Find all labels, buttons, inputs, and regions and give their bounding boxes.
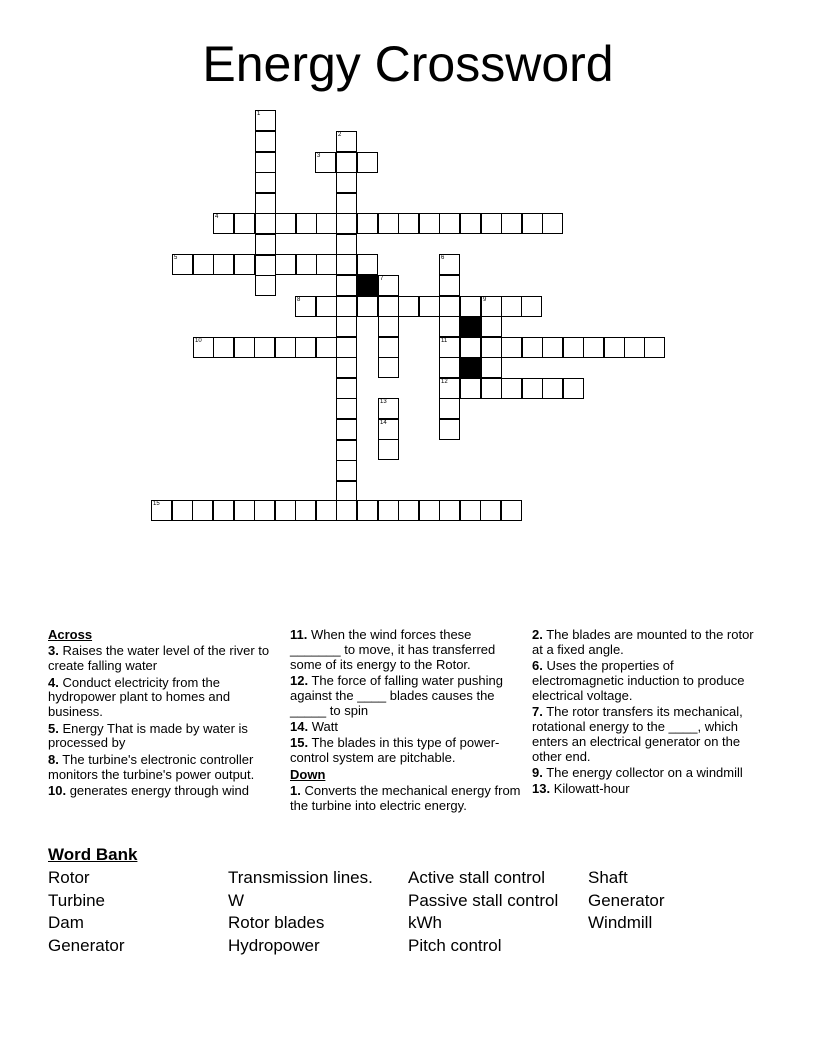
word-bank-word: Turbine xyxy=(48,890,106,910)
grid-cell[interactable] xyxy=(255,255,276,276)
grid-cell[interactable] xyxy=(398,500,419,521)
grid-cell[interactable] xyxy=(460,378,481,399)
grid-cell[interactable] xyxy=(439,337,460,358)
word-bank-word: Hydropower xyxy=(228,935,320,955)
grid-cell[interactable] xyxy=(336,357,357,378)
grid-cell[interactable] xyxy=(255,193,276,214)
grid-cell[interactable] xyxy=(398,296,419,317)
grid-cell[interactable] xyxy=(460,296,481,317)
grid-cell[interactable] xyxy=(213,337,234,358)
grid-cell[interactable] xyxy=(213,213,234,234)
grid-cell[interactable] xyxy=(213,254,234,275)
grid-cell[interactable] xyxy=(357,296,378,317)
grid-cell[interactable] xyxy=(336,275,357,296)
grid-cell[interactable] xyxy=(336,460,357,481)
clue-number: 1 xyxy=(257,111,261,117)
grid-cell[interactable] xyxy=(521,296,542,317)
clue-column-1 xyxy=(48,628,274,800)
grid-cell[interactable] xyxy=(480,500,501,521)
grid-cell[interactable] xyxy=(644,337,665,358)
grid-cell[interactable] xyxy=(357,213,378,234)
grid-cell[interactable] xyxy=(336,152,357,173)
word-bank-column-4 xyxy=(588,867,665,935)
clue-down-7: 7. The rotor transfers its mechanical, rotational energy to the ____, which enters an electrical generator on the other end. xyxy=(532,704,743,764)
clue-down-9: 9. The energy collector on a windmill xyxy=(532,764,743,780)
grid-cell[interactable] xyxy=(316,500,337,521)
grid-cell[interactable] xyxy=(255,110,276,131)
grid-cell[interactable] xyxy=(336,254,357,275)
grid-cell[interactable] xyxy=(460,213,481,234)
word-bank-column-1 xyxy=(48,867,125,957)
grid-cell[interactable] xyxy=(481,357,502,378)
clue-across-8: 8. The turbine's electronic controller monitors the turbine's power output. xyxy=(48,751,255,782)
grid-cell[interactable] xyxy=(336,131,357,152)
clue-down-1: 1. Converts the mechanical energy from the turbine into electric energy. xyxy=(290,782,521,813)
grid-cell[interactable] xyxy=(296,254,317,275)
grid-cell[interactable] xyxy=(378,439,399,460)
word-bank-word: Rotor blades xyxy=(228,913,325,933)
grid-cell[interactable] xyxy=(542,213,563,234)
clue-across-12: 12. The force of falling water pushing against the ____ blades causes the _____ to spin xyxy=(290,672,503,718)
grid-cell[interactable] xyxy=(296,213,317,234)
grid-cell[interactable] xyxy=(419,296,440,317)
grid-cell[interactable] xyxy=(501,378,522,399)
grid-cell[interactable] xyxy=(604,337,625,358)
grid-cell[interactable] xyxy=(295,500,316,521)
grid-cell[interactable] xyxy=(295,337,316,358)
word-bank-word: W xyxy=(228,890,245,910)
grid-cell[interactable] xyxy=(193,254,214,275)
grid-cell[interactable] xyxy=(336,481,357,502)
grid-cell[interactable] xyxy=(481,337,502,358)
clue-across-3: 3. Raises the water level of the river to create falling water xyxy=(48,643,270,674)
grid-cell[interactable] xyxy=(172,254,193,275)
grid-cell[interactable] xyxy=(439,316,460,337)
clue-down-6: 6. Uses the properties of electromagnetic induction to produce electrical voltage. xyxy=(532,658,745,703)
clue-across-14: 14. Watt xyxy=(290,718,338,734)
grid-cell[interactable] xyxy=(481,316,502,337)
grid-cell[interactable] xyxy=(255,172,276,193)
grid-cell[interactable] xyxy=(624,337,645,358)
grid-cell[interactable] xyxy=(419,213,440,234)
word-bank-word: Shaft xyxy=(588,868,628,887)
word-bank-word: Pitch control xyxy=(408,935,502,955)
clue-column-3 xyxy=(532,628,768,799)
grid-cell[interactable] xyxy=(357,500,378,521)
grid-cell[interactable] xyxy=(336,440,357,461)
grid-cell[interactable] xyxy=(583,337,604,358)
word-bank-column-3 xyxy=(408,867,558,957)
grid-cell[interactable] xyxy=(336,213,357,234)
grid-cell[interactable] xyxy=(336,398,357,419)
black-square xyxy=(357,275,378,296)
grid-cell[interactable] xyxy=(357,152,378,173)
clue-number: 11 xyxy=(441,338,448,344)
grid-cell[interactable] xyxy=(254,500,275,521)
grid-cell[interactable] xyxy=(255,152,276,173)
grid-cell[interactable] xyxy=(336,172,357,193)
clue-number: 15 xyxy=(153,501,160,507)
grid-cell[interactable] xyxy=(439,296,460,317)
grid-cell[interactable] xyxy=(172,500,193,521)
grid-cell[interactable] xyxy=(439,398,460,419)
word-bank-column-2 xyxy=(228,867,373,957)
word-bank-word: Active stall control xyxy=(408,868,545,887)
grid-cell[interactable] xyxy=(439,275,460,296)
grid-cell[interactable] xyxy=(501,296,522,317)
grid-cell[interactable] xyxy=(336,337,357,358)
grid-cell[interactable] xyxy=(336,193,357,214)
grid-cell[interactable] xyxy=(439,254,460,275)
grid-cell[interactable] xyxy=(501,337,522,358)
grid-cell[interactable] xyxy=(254,337,275,358)
grid-cell[interactable] xyxy=(439,419,460,440)
word-bank-word: Rotor xyxy=(48,868,90,887)
grid-cell[interactable] xyxy=(336,316,357,337)
grid-cell[interactable] xyxy=(439,357,460,378)
clue-number: 2 xyxy=(338,132,342,138)
clue-across-15: 15. The blades in this type of power-control system are pitchable. xyxy=(290,735,500,766)
grid-cell[interactable] xyxy=(316,337,337,358)
grid-cell[interactable] xyxy=(378,296,399,317)
black-square xyxy=(460,316,481,337)
grid-cell[interactable] xyxy=(315,152,336,173)
clue-across-10: 10. generates energy through wind xyxy=(48,782,249,798)
grid-cell[interactable] xyxy=(255,131,276,152)
grid-cell[interactable] xyxy=(255,275,276,296)
grid-cell[interactable] xyxy=(439,213,460,234)
clue-down-2: 2. The blades are mounted to the rotor at a fixed angle. xyxy=(532,627,754,657)
grid-cell[interactable] xyxy=(151,500,172,521)
grid-cell[interactable] xyxy=(378,357,399,378)
grid-cell[interactable] xyxy=(234,500,255,521)
clue-down-13: 13. Kilowatt-hour xyxy=(532,781,630,797)
grid-cell[interactable] xyxy=(522,213,543,234)
down-heading: Down xyxy=(290,766,326,782)
word-bank-word: kWh xyxy=(408,913,442,933)
grid-cell[interactable] xyxy=(481,296,502,317)
grid-cell[interactable] xyxy=(275,254,296,275)
grid-cell[interactable] xyxy=(234,337,255,358)
grid-cell[interactable] xyxy=(378,275,399,296)
grid-cell[interactable] xyxy=(295,296,316,317)
clue-number: 10 xyxy=(195,338,202,344)
clue-number: 5 xyxy=(174,255,178,261)
grid-cell[interactable] xyxy=(419,500,440,521)
page-title: Energy Crossword xyxy=(202,36,614,92)
clue-number: 7 xyxy=(380,276,384,282)
grid-cell[interactable] xyxy=(336,296,357,317)
grid-cell[interactable] xyxy=(378,213,399,234)
word-bank-title: Word Bank xyxy=(48,845,138,864)
grid-cell[interactable] xyxy=(234,213,255,234)
word-bank-word: Dam xyxy=(48,913,84,933)
grid-cell[interactable] xyxy=(439,500,460,521)
clue-number: 8 xyxy=(297,297,301,303)
grid-cell[interactable] xyxy=(563,337,584,358)
clue-number: 4 xyxy=(215,214,219,220)
clue-number: 3 xyxy=(317,153,321,159)
grid-cell[interactable] xyxy=(275,500,296,521)
clue-column-2 xyxy=(290,628,523,815)
grid-cell[interactable] xyxy=(460,337,481,358)
word-bank-word: Transmission lines. xyxy=(228,868,373,887)
across-heading: Across xyxy=(48,627,93,642)
grid-cell[interactable] xyxy=(193,337,214,358)
grid-cell[interactable] xyxy=(255,234,276,255)
grid-cell[interactable] xyxy=(336,500,357,521)
grid-cell[interactable] xyxy=(563,378,584,399)
grid-cell[interactable] xyxy=(316,213,337,234)
grid-cell[interactable] xyxy=(316,254,337,275)
clue-number: 6 xyxy=(441,255,445,261)
clues-section xyxy=(0,628,816,838)
grid-cell[interactable] xyxy=(522,337,543,358)
grid-cell[interactable] xyxy=(501,500,522,521)
grid-cell[interactable] xyxy=(316,296,337,317)
grid-cell[interactable] xyxy=(234,254,255,275)
grid-cell[interactable] xyxy=(542,337,563,358)
grid-cell[interactable] xyxy=(336,378,357,399)
grid-cell[interactable] xyxy=(336,419,357,440)
grid-cell[interactable] xyxy=(542,378,563,399)
grid-cell[interactable] xyxy=(255,213,276,234)
grid-cell[interactable] xyxy=(378,398,399,419)
grid-cell[interactable] xyxy=(378,316,399,337)
word-bank-word: Passive stall control xyxy=(408,890,559,910)
grid-cell[interactable] xyxy=(481,378,502,399)
grid-cell[interactable] xyxy=(378,337,399,358)
grid-cell[interactable] xyxy=(378,419,399,440)
grid-cell[interactable] xyxy=(336,234,357,255)
grid-cell[interactable] xyxy=(398,213,419,234)
grid-cell[interactable] xyxy=(522,378,543,399)
clue-across-5: 5. Energy That is made by water is processed by xyxy=(48,720,248,751)
grid-cell[interactable] xyxy=(439,378,460,399)
clue-across-4: 4. Conduct electricity from the hydropower plant to homes and business. xyxy=(48,674,231,720)
grid-cell[interactable] xyxy=(357,254,378,275)
clue-number: 13 xyxy=(380,399,387,405)
clue-number: 12 xyxy=(441,379,448,385)
grid-cell[interactable] xyxy=(275,213,296,234)
grid-cell[interactable] xyxy=(481,213,502,234)
clue-number: 9 xyxy=(483,297,487,303)
clue-number: 14 xyxy=(380,420,387,426)
grid-cell[interactable] xyxy=(378,500,399,521)
grid-cell[interactable] xyxy=(275,337,296,358)
grid-cell[interactable] xyxy=(460,500,481,521)
grid-cell[interactable] xyxy=(501,213,522,234)
word-bank-word: Windmill xyxy=(588,913,653,933)
grid-cell[interactable] xyxy=(213,500,234,521)
word-bank-word: Generator xyxy=(588,890,665,910)
grid-cell[interactable] xyxy=(192,500,213,521)
clue-across-11: 11. When the wind forces these _______ to move, it has transferred some of its energy to the Rotor. xyxy=(290,627,496,672)
word-bank-word: Generator xyxy=(48,935,125,955)
black-square xyxy=(460,357,481,378)
